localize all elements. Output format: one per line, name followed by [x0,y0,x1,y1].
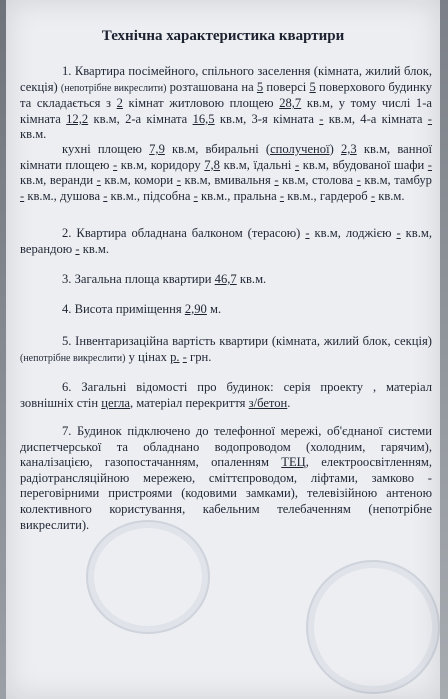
veranda-value: - [75,241,80,256]
text: поверсі [263,79,310,94]
text: кв.м, комори [100,173,177,188]
text: кв.м, ванної кімнати площею [20,142,432,172]
text: кв.м, верандою [20,226,433,256]
height-value: 2,90 [184,302,207,316]
text: (непотрібне викреслити). [20,501,432,532]
text: 1. Квартира посімейного, спільного заселення (кімната, жилий блок, секція) [20,64,432,94]
stamp-seal [306,560,440,694]
text: кв.м, тамбур [360,173,432,188]
price-year-value: р. [170,349,180,364]
text: . [287,395,291,410]
text: кв.м, 4-а кімната [323,111,428,126]
text: кв.м, столова [278,173,357,188]
text: кв.м. [236,272,267,286]
text: кв.м, їдальні [219,157,295,172]
paragraph-4 [20,302,432,318]
walls-material-value: цегла [101,395,130,410]
bathroom-value: - [113,157,118,172]
text: кв.м, 3-я кімната [214,111,320,126]
text: кв.м, лоджією [309,226,397,240]
floors-total-value: 5 [309,79,316,94]
paragraph-1 [20,64,432,143]
text: кімнат житловою площею [122,96,280,111]
text: поверхового будинку та складається з [20,79,432,111]
text: розташована на [166,79,257,94]
text: 4. Висота приміщення [62,302,185,316]
inventory-value: - [182,349,187,364]
text: м. [206,302,222,316]
living-area-value: 28,7 [279,96,302,111]
balcony-value: - [305,226,310,240]
text: кв.м. [375,188,405,203]
text: кв.м. [79,241,110,256]
paragraph-7 [20,424,432,533]
stamp-seal [86,520,210,634]
text: кв.м., пральна [197,188,280,203]
wardrobe-value: - [370,188,376,203]
note-text: (непотрібне викреслити) [20,352,126,364]
rooms-value: 2 [116,96,123,111]
room4-value: - [427,111,432,126]
document-page [6,0,440,699]
right-edge-background [440,0,448,699]
corridor-value: 7,8 [204,157,220,172]
storeroom-value: - [176,173,181,188]
washroom-value: - [274,173,279,188]
shower-value: - [103,188,108,203]
vestibule-value: - [20,188,25,203]
canteen-value: - [356,173,361,188]
floor-value: 5 [256,79,264,94]
paragraph-3 [20,272,432,288]
text: 3. Загальна площа квартири [62,272,215,286]
dining-value: - [294,157,300,172]
text: кв.м, коридору [117,157,205,172]
paragraph-5 [20,334,432,366]
paragraph-1-rooms [20,142,432,204]
veranda-value: - [96,173,101,188]
text: у цінах [125,349,171,364]
paragraph-6 [20,380,432,411]
text: , матеріал перекриття [129,395,249,410]
built-wardrobe-value: - [427,157,432,172]
room1-value: 12,2 [66,111,89,126]
text: 6. Загальні відомості про будинок: серія проекту [62,380,373,394]
text: кв.м., душова [24,188,104,203]
heating-value: ТЕЦ [281,455,306,470]
kitchen-value: 7,9 [149,142,165,156]
note-text: (непотрібне викреслити) [60,82,167,94]
text: 2. Квартира обладнана балконом (терасою) [62,226,306,240]
bath-value: 2,3 [340,142,357,156]
text: ) [329,142,341,156]
text: , електроосвітленням, радіотрансляційною мережею, сміттєпроводом, ліфтами, замково - переговірними пристроями (кодовими замками), телевізійною антеною колективного користування, кабельним телебаченням [20,455,432,516]
loggia-value: - [396,226,401,240]
combined-value: сполученої [270,142,330,156]
text: кв.м., підсобна [107,188,194,203]
text: кв.м, вбудованої шафи [299,157,428,172]
text: кв.м, 2-а кімната [88,111,193,126]
room2-value: 16,5 [192,111,215,126]
laundry-value: - [279,188,285,203]
text: кв.м, вмивальня [180,173,275,188]
floor-material-value: з/бетон [248,395,288,410]
text: кв.м, веранди [20,173,97,188]
text: кухні площею [62,142,150,156]
text: кв.м. [20,127,47,142]
text: грн. [186,349,212,364]
document-title: Технічна характеристика квартири [101,28,345,44]
total-area-value: 46,7 [214,272,237,286]
paragraph-2 [20,226,432,257]
text: 5. Інвентаризаційна вартість квартири (кімната, жилий блок, секція) [62,334,432,348]
text: , матеріал зовнішніх стін [20,380,432,410]
text: 7. Будинок підключено до телефонної мережі, об'єднаної системи диспетчерської та обладнано водопроводом (холодним, гарячим), каналізацією, газопостачанням, опаленням [20,424,432,470]
text: кв.м, у тому числі 1-а кімната [20,96,433,126]
text: кв.м, вбиральні ( [164,142,271,156]
text: кв.м., гардероб [284,188,371,203]
utility-value: - [193,188,198,203]
room3-value: - [319,111,324,126]
